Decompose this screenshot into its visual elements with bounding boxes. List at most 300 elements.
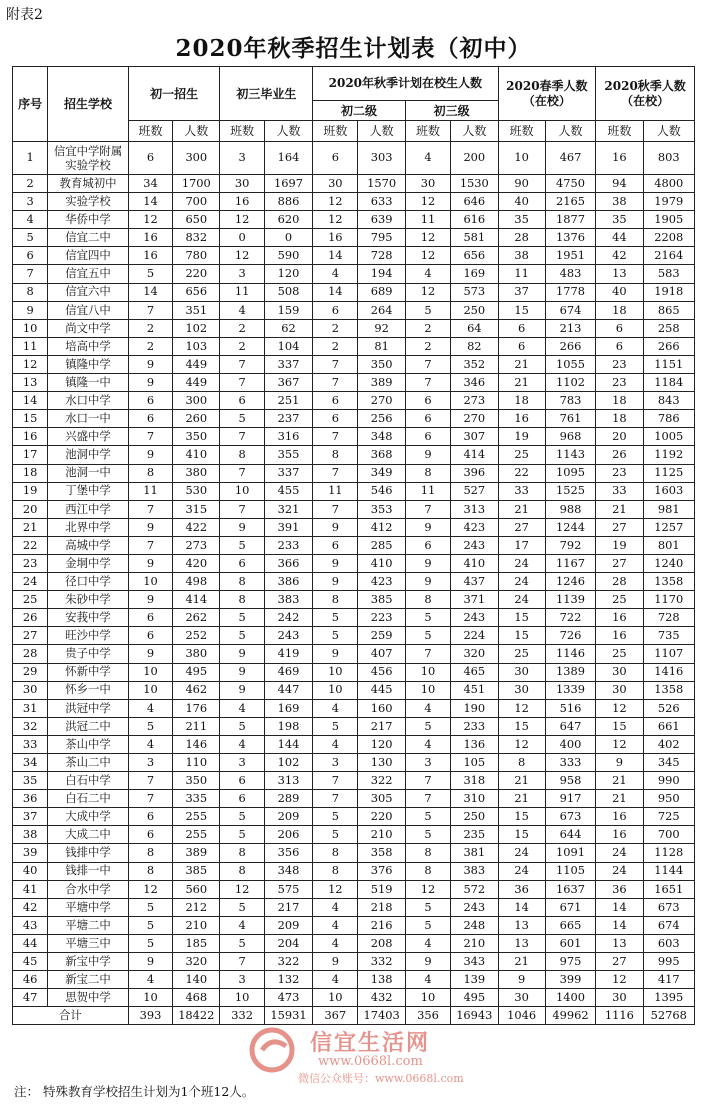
enrollment-plan-table [12,66,695,1025]
row-cell: 14 [596,898,643,916]
row-cell: 1395 [643,989,694,1007]
row-cell: 8 [220,591,264,609]
table-row [13,355,695,373]
row-cell: 10 [313,681,358,699]
row-cell: 673 [545,808,595,826]
row-cell: 33 [596,482,643,500]
total-cell: 332 [220,1007,264,1025]
row-cell: 583 [643,265,694,283]
row-cell: 5 [313,627,358,645]
row-cell: 8 [313,844,358,862]
row-cell: 198 [264,717,312,735]
row-cell: 990 [643,772,694,790]
row-cell: 21 [596,500,643,518]
row-cell: 6 [220,772,264,790]
row-cell: 14 [498,898,545,916]
row-cell: 23 [596,355,643,373]
total-row [13,1007,695,1025]
table-row [13,319,695,337]
row-cell: 735 [643,627,694,645]
row-cell: 6 [405,410,450,428]
row-school: 镇隆中学 [48,355,129,373]
row-cell: 383 [451,862,498,880]
row-cell: 671 [545,898,595,916]
row-cell: 9 [128,645,172,663]
row-cell: 16 [498,410,545,428]
row-school: 安莪中学 [48,609,129,627]
table-row [13,193,695,211]
row-cell: 38 [596,193,643,211]
row-cell: 380 [173,464,220,482]
row-cell: 260 [173,410,220,428]
row-cell: 16 [220,193,264,211]
row-cell: 139 [451,971,498,989]
row-cell: 21 [498,772,545,790]
subheader-classes: 班数 [405,121,450,142]
row-cell: 447 [264,681,312,699]
subheader-people: 人数 [451,121,498,142]
row-cell: 4 [220,735,264,753]
row-cell: 9 [313,518,358,536]
row-cell: 248 [451,916,498,934]
row-cell: 4 [313,916,358,934]
row-cell: 250 [451,301,498,319]
row-cell: 11 [498,265,545,283]
row-cell: 7 [220,374,264,392]
row-cell: 337 [264,464,312,482]
row-cell: 1151 [643,355,694,373]
row-cell: 305 [358,790,405,808]
row-cell: 795 [358,229,405,247]
row-cell: 16 [596,826,643,844]
row-cell: 24 [498,844,545,862]
row-cell: 223 [358,609,405,627]
row-cell: 350 [173,772,220,790]
row-cell: 27 [596,953,643,971]
row-cell: 988 [545,500,595,518]
row-cell: 995 [643,953,694,971]
total-cell: 16943 [451,1007,498,1025]
row-cell: 185 [173,934,220,952]
row-cell: 7 [220,464,264,482]
row-cell: 5 [405,627,450,645]
row-school: 怀新中学 [48,663,129,681]
row-cell: 270 [451,410,498,428]
row-seq: 22 [13,536,48,554]
row-cell: 24 [596,844,643,862]
row-cell: 639 [358,211,405,229]
row-cell: 5 [405,898,450,916]
row-cell: 5 [313,609,358,627]
row-cell: 633 [358,193,405,211]
row-cell: 35 [498,211,545,229]
row-school: 信宜中学附属实验学校 [48,142,129,175]
row-cell: 18 [596,392,643,410]
row-cell: 237 [264,410,312,428]
row-cell: 30 [498,663,545,681]
row-cell: 164 [264,142,312,175]
row-cell: 12 [128,211,172,229]
row-cell: 343 [451,953,498,971]
total-cell: 393 [128,1007,172,1025]
subheader-classes: 班数 [498,121,545,142]
row-cell: 7 [128,772,172,790]
row-cell: 451 [451,681,498,699]
row-cell: 371 [451,591,498,609]
row-cell: 3 [220,265,264,283]
row-cell: 10 [220,989,264,1007]
row-cell: 21 [498,500,545,518]
row-cell: 8 [220,573,264,591]
row-cell: 575 [264,880,312,898]
row-cell: 233 [264,536,312,554]
row-cell: 4 [313,699,358,717]
row-cell: 1107 [643,645,694,663]
row-cell: 130 [358,754,405,772]
row-cell: 12 [596,699,643,717]
table-row [13,301,695,319]
row-cell: 64 [451,319,498,337]
row-cell: 18 [596,410,643,428]
row-cell: 14 [128,283,172,301]
row-cell: 273 [173,536,220,554]
row-cell: 120 [264,265,312,283]
header-grade1: 初一招生 [128,67,220,121]
row-cell: 803 [643,142,694,175]
table-row [13,283,695,301]
row-seq: 40 [13,862,48,880]
row-cell: 5 [220,898,264,916]
row-cell: 1603 [643,482,694,500]
row-cell: 4 [313,265,358,283]
row-cell: 12 [405,283,450,301]
row-cell: 321 [264,500,312,518]
row-cell: 13 [498,916,545,934]
row-seq: 6 [13,247,48,265]
row-cell: 8 [313,862,358,880]
row-cell: 23 [596,374,643,392]
row-cell: 725 [643,808,694,826]
row-cell: 30 [498,681,545,699]
row-school: 径口中学 [48,573,129,591]
row-school: 丁堡中学 [48,482,129,500]
row-cell: 5 [313,826,358,844]
row-seq: 11 [13,337,48,355]
row-cell: 2 [313,319,358,337]
row-cell: 266 [545,337,595,355]
row-cell: 2 [405,319,450,337]
row-school: 信宜八中 [48,301,129,319]
row-cell: 6 [128,609,172,627]
row-cell: 4 [313,735,358,753]
header-grade3-graduates: 初三毕业生 [220,67,313,121]
row-cell: 656 [451,247,498,265]
row-seq: 47 [13,989,48,1007]
row-cell: 25 [596,591,643,609]
row-cell: 25 [498,645,545,663]
row-cell: 581 [451,229,498,247]
row-cell: 700 [173,193,220,211]
row-cell: 700 [643,826,694,844]
row-cell: 12 [313,193,358,211]
row-cell: 1400 [545,989,595,1007]
total-cell: 18422 [173,1007,220,1025]
row-cell: 8 [405,844,450,862]
row-cell: 367 [264,374,312,392]
row-cell: 14 [128,193,172,211]
row-cell: 1125 [643,464,694,482]
table-row [13,265,695,283]
row-school: 新宝二中 [48,971,129,989]
row-cell: 243 [451,898,498,916]
row-school: 信宜四中 [48,247,129,265]
row-seq: 15 [13,410,48,428]
row-cell: 385 [358,591,405,609]
row-cell: 2165 [545,193,595,211]
table-row [13,446,695,464]
row-cell: 8 [220,844,264,862]
table-row [13,536,695,554]
row-cell: 7 [405,374,450,392]
row-cell: 832 [173,229,220,247]
header-spring-total: 2020春季人数（在校） [498,67,596,121]
row-cell: 322 [264,953,312,971]
row-cell: 13 [596,934,643,952]
row-cell: 5 [405,609,450,627]
row-cell: 6 [313,410,358,428]
row-cell: 573 [451,283,498,301]
row-cell: 7 [128,536,172,554]
row-cell: 345 [643,754,694,772]
row-cell: 9 [128,518,172,536]
row-cell: 333 [545,754,595,772]
row-cell: 310 [451,790,498,808]
subheader-people: 人数 [643,121,694,142]
table-row [13,247,695,265]
row-cell: 6 [128,142,172,175]
row-cell: 243 [451,536,498,554]
row-cell: 1091 [545,844,595,862]
row-cell: 243 [451,609,498,627]
row-cell: 1905 [643,211,694,229]
row-school: 怀乡一中 [48,681,129,699]
row-cell: 4 [405,699,450,717]
row-cell: 160 [358,699,405,717]
row-cell: 376 [358,862,405,880]
table-row [13,573,695,591]
row-seq: 30 [13,681,48,699]
row-cell: 455 [264,482,312,500]
row-cell: 242 [264,609,312,627]
row-cell: 15 [596,717,643,735]
row-cell: 12 [220,880,264,898]
row-school: 华侨中学 [48,211,129,229]
row-cell: 402 [643,735,694,753]
row-school: 高城中学 [48,536,129,554]
row-cell: 1416 [643,663,694,681]
row-cell: 9 [220,663,264,681]
row-cell: 349 [358,464,405,482]
row-seq: 4 [13,211,48,229]
row-cell: 9 [498,971,545,989]
row-cell: 9 [220,645,264,663]
row-cell: 399 [545,971,595,989]
row-cell: 285 [358,536,405,554]
row-cell: 6 [405,428,450,446]
row-school: 平塘三中 [48,934,129,952]
table-row [13,175,695,193]
row-cell: 18 [498,392,545,410]
row-cell: 210 [173,916,220,934]
row-school: 水口中学 [48,392,129,410]
row-cell: 4 [313,971,358,989]
row-cell: 9 [405,573,450,591]
row-cell: 352 [451,355,498,373]
row-seq: 26 [13,609,48,627]
row-cell: 243 [264,627,312,645]
row-cell: 11 [405,211,450,229]
row-school: 培高中学 [48,337,129,355]
row-cell: 6 [498,319,545,337]
row-cell: 8 [128,464,172,482]
row-cell: 1778 [545,283,595,301]
row-cell: 437 [451,573,498,591]
row-cell: 4 [405,142,450,175]
row-seq: 25 [13,591,48,609]
appendix-label: 附表2 [6,7,43,23]
row-cell: 9 [405,446,450,464]
row-cell: 21 [498,790,545,808]
row-seq: 3 [13,193,48,211]
row-cell: 90 [498,175,545,193]
row-cell: 316 [264,428,312,446]
row-cell: 8 [313,446,358,464]
row-cell: 3 [220,142,264,175]
row-cell: 15 [498,627,545,645]
row-cell: 7 [128,301,172,319]
row-cell: 30 [596,681,643,699]
row-school: 金垌中学 [48,554,129,572]
row-cell: 414 [451,446,498,464]
row-cell: 1170 [643,591,694,609]
row-cell: 646 [451,193,498,211]
row-cell: 1951 [545,247,595,265]
row-cell: 140 [173,971,220,989]
row-cell: 4 [405,934,450,952]
table-row [13,591,695,609]
row-cell: 4 [220,301,264,319]
row-cell: 6 [128,826,172,844]
row-cell: 11 [220,283,264,301]
row-cell: 251 [264,392,312,410]
row-cell: 16 [596,609,643,627]
row-cell: 320 [451,645,498,663]
row-cell: 1877 [545,211,595,229]
row-cell: 449 [173,355,220,373]
row-cell: 15 [498,717,545,735]
table-row [13,464,695,482]
row-cell: 12 [128,880,172,898]
row-cell: 7 [220,500,264,518]
row-cell: 14 [313,247,358,265]
row-cell: 259 [358,627,405,645]
row-cell: 4800 [643,175,694,193]
row-cell: 4 [128,971,172,989]
row-cell: 389 [358,374,405,392]
row-cell: 12 [313,880,358,898]
table-row [13,518,695,536]
row-cell: 62 [264,319,312,337]
row-cell: 19 [498,428,545,446]
row-cell: 5 [128,717,172,735]
row-cell: 10 [498,142,545,175]
row-cell: 210 [358,826,405,844]
table-row [13,645,695,663]
row-cell: 10 [220,482,264,500]
row-cell: 110 [173,754,220,772]
row-cell: 5 [128,898,172,916]
row-cell: 792 [545,536,595,554]
row-seq: 33 [13,735,48,753]
row-cell: 6 [220,392,264,410]
row-seq: 41 [13,880,48,898]
row-cell: 320 [173,953,220,971]
row-cell: 6 [220,790,264,808]
row-seq: 46 [13,971,48,989]
row-cell: 601 [545,934,595,952]
header-grade3: 初三级 [405,101,498,121]
row-cell: 38 [498,247,545,265]
row-cell: 5 [405,916,450,934]
row-cell: 1389 [545,663,595,681]
row-cell: 3 [128,754,172,772]
row-cell: 36 [596,880,643,898]
row-seq: 2 [13,175,48,193]
row-school: 钱排中学 [48,844,129,862]
row-cell: 9 [313,953,358,971]
table-row [13,934,695,952]
subheader-people: 人数 [358,121,405,142]
row-cell: 483 [545,265,595,283]
row-cell: 661 [643,717,694,735]
row-cell: 590 [264,247,312,265]
row-cell: 968 [545,428,595,446]
row-seq: 13 [13,374,48,392]
row-cell: 12 [498,735,545,753]
row-cell: 958 [545,772,595,790]
row-seq: 44 [13,934,48,952]
row-cell: 1358 [643,681,694,699]
row-cell: 262 [173,609,220,627]
row-cell: 356 [264,844,312,862]
row-cell: 40 [498,193,545,211]
row-cell: 1167 [545,554,595,572]
table-row [13,953,695,971]
row-cell: 322 [358,772,405,790]
row-cell: 15 [498,609,545,627]
row-cell: 30 [596,989,643,1007]
row-cell: 22 [498,464,545,482]
row-cell: 5 [313,808,358,826]
row-cell: 449 [173,374,220,392]
row-cell: 6 [128,808,172,826]
row-cell: 300 [173,392,220,410]
row-cell: 210 [451,934,498,952]
row-cell: 783 [545,392,595,410]
row-cell: 266 [643,337,694,355]
row-cell: 10 [128,573,172,591]
row-cell: 16 [313,229,358,247]
